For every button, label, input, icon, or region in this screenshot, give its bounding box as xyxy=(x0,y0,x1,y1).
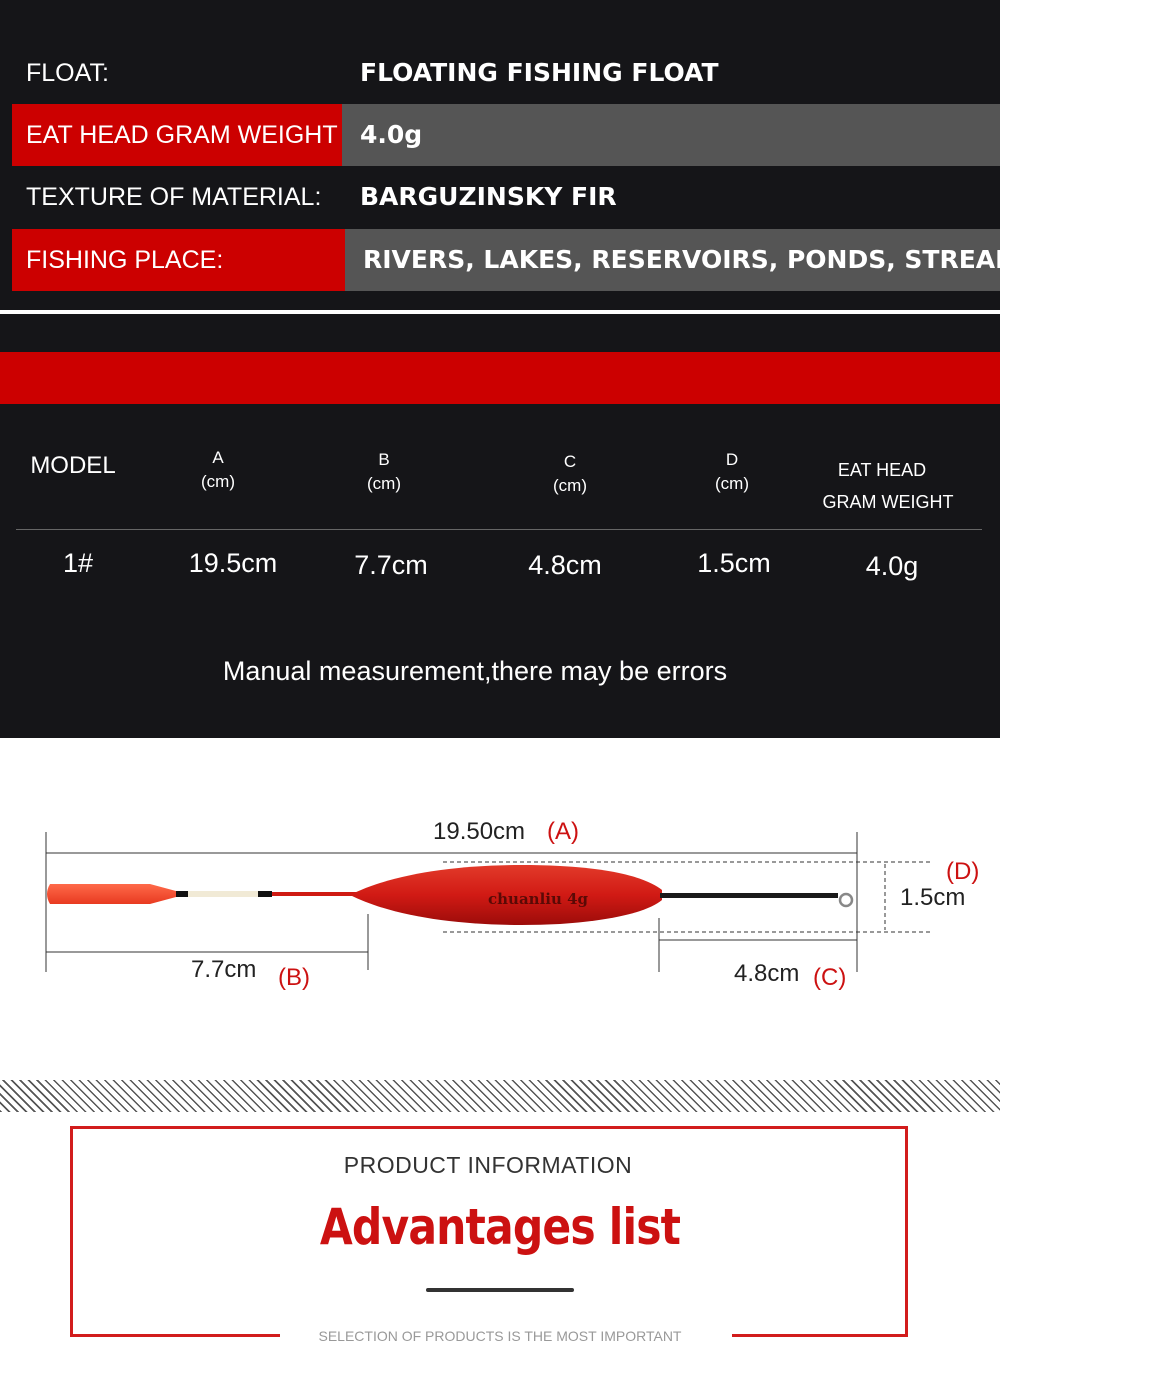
dim-a-letter: (A) xyxy=(547,818,579,845)
header-model: MODEL xyxy=(30,452,116,479)
spec-row-weight xyxy=(12,104,1000,166)
spec-value: 4.0g xyxy=(342,104,1000,166)
spec-label: FISHING PLACE: xyxy=(12,229,345,291)
header-weight xyxy=(800,454,976,518)
header-d-letter: D xyxy=(725,450,739,469)
header-weight-line1: EAT HEAD xyxy=(837,460,927,480)
header-weight-line2: GRAM WEIGHT xyxy=(822,492,954,512)
spec-label: EAT HEAD GRAM WEIGHT xyxy=(12,104,342,166)
float-diagram xyxy=(0,738,1000,1078)
header-d-unit: (cm) xyxy=(715,474,749,493)
spec-row-float xyxy=(12,42,1000,104)
spec-table xyxy=(0,0,1160,318)
dim-d-value: 1.5cm xyxy=(900,884,966,911)
divider xyxy=(0,310,1000,314)
header-c xyxy=(520,450,620,498)
spec-row-place xyxy=(12,229,1160,291)
spec-value: RIVERS, LAKES, RESERVOIRS, PONDS, STREAMS OTHERS xyxy=(345,229,1000,291)
dim-a-value: 19.50cm xyxy=(433,818,526,845)
red-band xyxy=(0,352,1000,404)
measurement-note: Manual measurement,there may be errors xyxy=(222,656,728,686)
spec-label: FLOAT: xyxy=(26,59,109,87)
info-title: Advantages list xyxy=(319,1198,681,1256)
dim-c-value: 4.8cm xyxy=(734,960,800,987)
dim-b-letter: (B) xyxy=(278,964,310,991)
cell-model: 1# xyxy=(62,548,94,578)
table-rule xyxy=(16,529,982,530)
cell-weight: 4.0g xyxy=(865,551,919,581)
info-subtitle: PRODUCT INFORMATION xyxy=(343,1152,633,1178)
product-info-box xyxy=(70,1126,906,1344)
float-brand-text: chuanliu 4g xyxy=(488,890,589,908)
dim-d-letter: (D) xyxy=(946,858,980,885)
header-b-unit: (cm) xyxy=(367,474,401,493)
cell-d: 1.5cm xyxy=(697,548,771,578)
header-b-letter: B xyxy=(378,450,390,469)
spec-value: BARGUZINSKY FIR xyxy=(360,182,617,211)
spec-label: TEXTURE OF MATERIAL: xyxy=(26,183,322,211)
fishing-float-image xyxy=(47,865,852,925)
dim-b-value: 7.7cm xyxy=(191,956,257,983)
dim-c-letter: (C) xyxy=(813,964,847,991)
info-footer: SELECTION OF PRODUCTS IS THE MOST IMPORTANT xyxy=(318,1328,682,1344)
spec-row-material xyxy=(12,166,1000,228)
header-a xyxy=(168,446,268,494)
header-b xyxy=(334,448,434,496)
hatch-divider xyxy=(0,1080,1000,1112)
header-d xyxy=(682,448,782,496)
header-a-unit: (cm) xyxy=(201,472,235,491)
info-underline xyxy=(426,1288,574,1292)
header-c-letter: C xyxy=(563,452,577,471)
cell-b: 7.7cm xyxy=(354,550,428,580)
cell-a: 19.5cm xyxy=(188,548,278,578)
cell-c: 4.8cm xyxy=(528,550,602,580)
diagram-svg xyxy=(0,738,1000,1078)
header-c-unit: (cm) xyxy=(553,476,587,495)
spec-value: FLOATING FISHING FLOAT xyxy=(360,58,719,87)
model-table xyxy=(0,318,1000,738)
header-a-letter: A xyxy=(212,448,224,467)
